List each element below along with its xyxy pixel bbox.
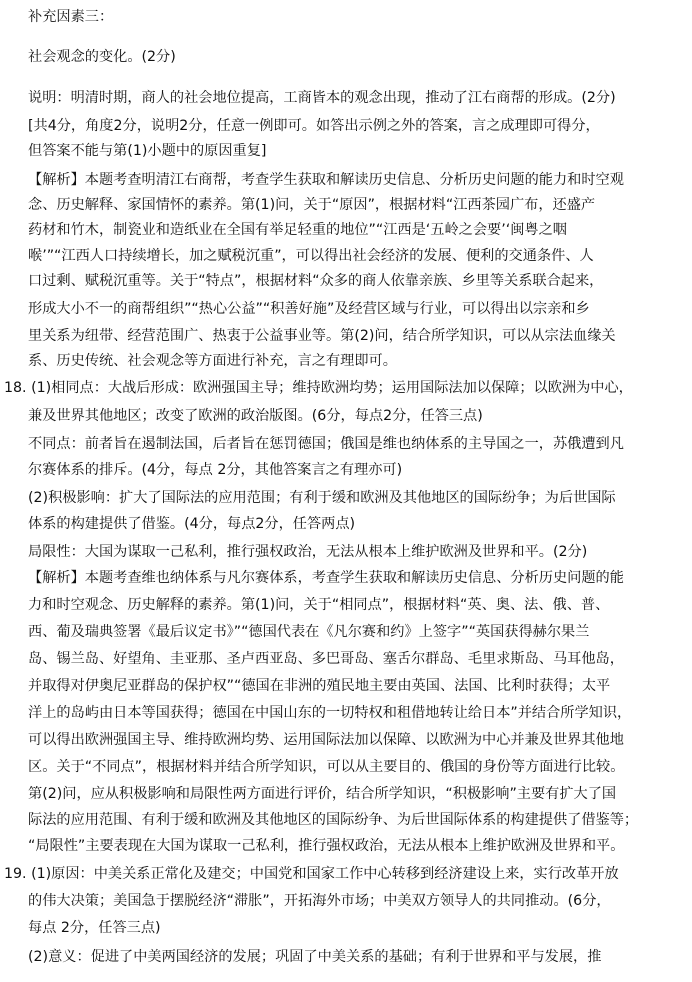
text-line: 形成大小不一的商帮组织”“热心公益”“积善好施”及经营区域与行业，可以得出以宗亲和乡 [28,301,590,317]
text-line: 岛、锡兰岛、好望角、圭亚那、圣卢西亚岛、多巴哥岛、塞舌尔群岛、毛里求斯岛、马耳他岛， [28,651,624,667]
text-line: 但答案不能与第(1)小题中的原因重复] [28,143,267,159]
text-line: 并取得对伊奥尼亚群岛的保护权”“德国在非洲的殖民地主要由英国、法国、比利时获得；太平 [28,678,611,694]
text-line: 里关系为纽带、经营范围广、热衷于公益事业等。第(2)问，结合所学知识，可以从宗法血缘关 [28,328,616,344]
text-line: 西、葡及瑞典签署《最后议定书》”“德国代表在《凡尔赛和约》上签字”“英国获得赫尔果兰 [28,624,590,640]
text-line: (2)意义：促进了中美两国经济的发展；巩固了中美关系的基础；有利于世界和平与发展，推 [28,949,602,965]
text-line: 第(2)问，应从积极影响和局限性两方面进行评价，结合所学知识，“积极影响”主要有扩大了国 [28,786,617,802]
text-line: 力和时空观念、历史解释的素养。第(1)问，关于“相同点”，根据材料“英、奥、法、俄、普、 [28,597,610,613]
text-line: 补充因素三： [28,9,114,25]
text-line: 口过剩、赋税沉重等。关于“特点”，根据材料“众多的商人依靠亲族、乡里等关系联合起来， [28,273,604,289]
text-line: 的伟大决策；美国急于摆脱经济“滞胀”，开拓海外市场；中美双方领导人的共同推动。(6分， [28,893,611,909]
text-line: 际法的应用范围、有利于缓和欧洲及其他地区的国际纷争、为后世国际体系的构建提供了借鉴等； [28,812,639,828]
question-18-line: 18. (1)相同点：大战后形成：欧洲强国主导；维持欧洲均势；运用国际法加以保障；以欧洲为中心， [4,380,633,396]
text-line: 喉’”“江西人口持续增长，加之赋税沉重”，可以得出社会经济的发展、便利的交通条件、人 [28,248,594,264]
text-line: 药材和竹木，制瓷业和造纸业在全国有举足轻重的地位”“江西是‘五岭之会要’‘闽粤之咽 [28,222,567,238]
text-line: 可以得出欧洲强国主导、维持欧洲均势、运用国际法加以保障、以欧洲为中心并兼及世界其他地 [28,732,624,748]
question-19-line: 19. (1)原因：中美关系正常化及建交；中国党和国家工作中心转移到经济建设上来，实行改革开放 [4,866,619,882]
text-line: 系、历史传统、社会观念等方面进行补充，言之有理即可。 [28,353,397,369]
text-line: 兼及世界其他地区；改变了欧洲的政治版图。(6分，每点2分，任答三点) [28,408,483,424]
analysis-heading-line: 【解析】本题考查维也纳体系与凡尔赛体系，考查学生获取和解读历史信息、分析历史问题的能 [28,570,624,586]
analysis-heading-line: 【解析】本题考查明清江右商帮，考查学生获取和解读历史信息、分析历史问题的能力和时空观 [28,172,624,188]
text-line: 局限性：大国为谋取一己私利，推行强权政治，无法从根本上维护欧洲及世界和平。(2分) [28,544,588,560]
text-line: 不同点：前者旨在遏制法国，后者旨在惩罚德国；俄国是维也纳体系的主导国之一，苏俄遭到凡 [28,436,624,452]
text-line: 体系的构建提供了借鉴。(4分，每点2分，任答两点) [28,516,356,532]
text-line: 洋上的岛屿由日本等国获得；德国在中国山东的一切特权和租借地转让给日本”并结合所学知识， [28,705,632,721]
text-line: 说明：明清时期，商人的社会地位提高，工商皆本的观念出现，推动了江右商帮的形成。(2分) [28,90,616,106]
text-line: 区。关于“不同点”，根据材料并结合所学知识，可以从主要目的、俄国的身份等方面进行比较。 [28,759,625,775]
text-line: 每点 2分，任答三点) [28,920,161,936]
text-line: “局限性”主要表现在大国为谋取一己私利，推行强权政治，无法从根本上维护欧洲及世界和平。 [28,838,625,854]
text-line: [共4分，角度2分，说明2分，任意一例即可。如答出示例之外的答案，言之成理即可得分， [28,118,600,134]
text-line: 尔赛体系的排斥。(4分，每点 2分，其他答案言之有理亦可) [28,462,403,478]
text-line: 念、历史解释、家国情怀的素养。第(1)问，关于“原因”，根据材料“江西茶园广布，还盛产 [28,197,596,213]
text-line: (2)积极影响：扩大了国际法的应用范围；有利于缓和欧洲及其他地区的国际纷争；为后世国际 [28,490,616,506]
text-line: 社会观念的变化。(2分) [28,49,176,65]
